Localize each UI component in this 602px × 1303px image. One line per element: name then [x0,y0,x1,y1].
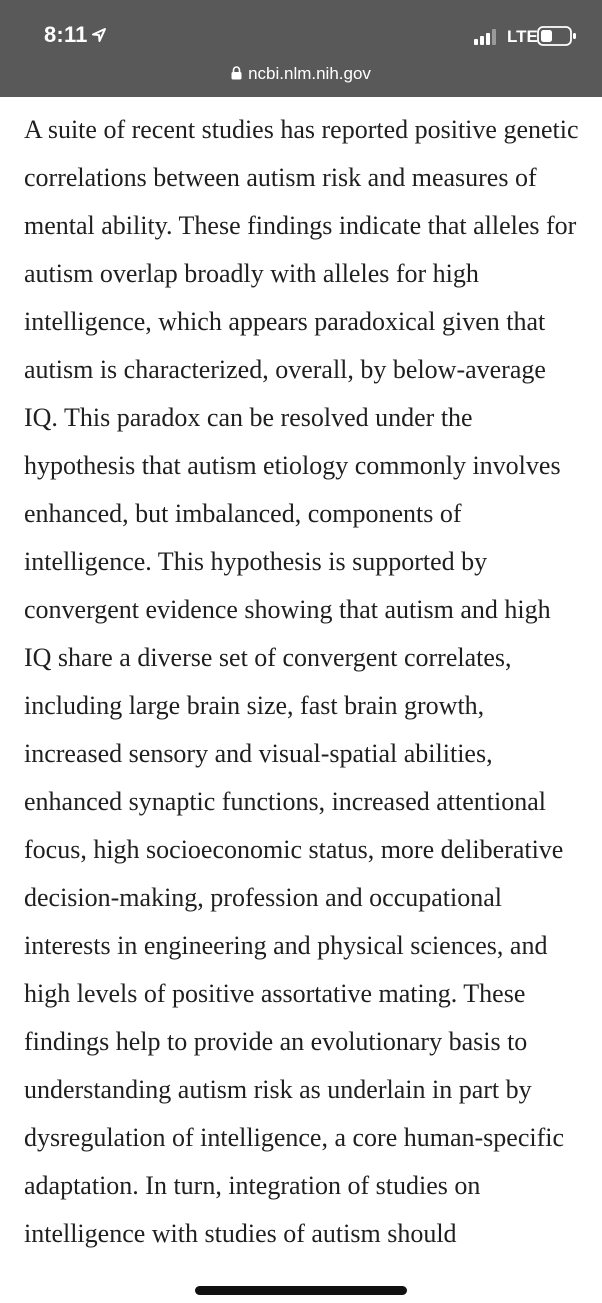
home-indicator [195,1286,407,1295]
url-text: ncbi.nlm.nih.gov [248,64,371,83]
status-time: 8:11 [44,22,88,47]
address-bar[interactable] [0,63,602,85]
location-arrow-icon [91,27,107,43]
cellular-signal-icon [474,29,500,45]
network-type: LTE [507,27,538,46]
article-abstract-text: A suite of recent studies has reported positive genetic correlations between autism risk and measures of mental ability. These findings indicate that alleles for autism overlap broadly with alleles for high intelligence, which appears paradoxical given that autism is characterized, overall, by below-average IQ. This paradox can be resolved under the hypothesis that autism etiology commonly involves enhanced, but imbalanced, components of intelligence. This hypothesis is supported by convergent evidence showing that autism and high IQ share a diverse set of convergent correlates, including large brain size, fast brain growth, increased sensory and visual-spatial abilities, enhanced synaptic functions, increased attentional focus, high socioeconomic status, more deliberative decision-making, profession and occupational interests in engineering and physical sciences, and high levels of positive assortative mating. These findings help to provide an evolutionary basis to understanding autism risk as underlain in part by dysregulation of intelligence, a core human-specific adaptation. In turn, integration of studies on intelligence with studies of autism should [24,115,579,1248]
lock-icon [231,66,242,80]
browser-top-bar [0,0,602,97]
battery-icon [537,26,577,46]
